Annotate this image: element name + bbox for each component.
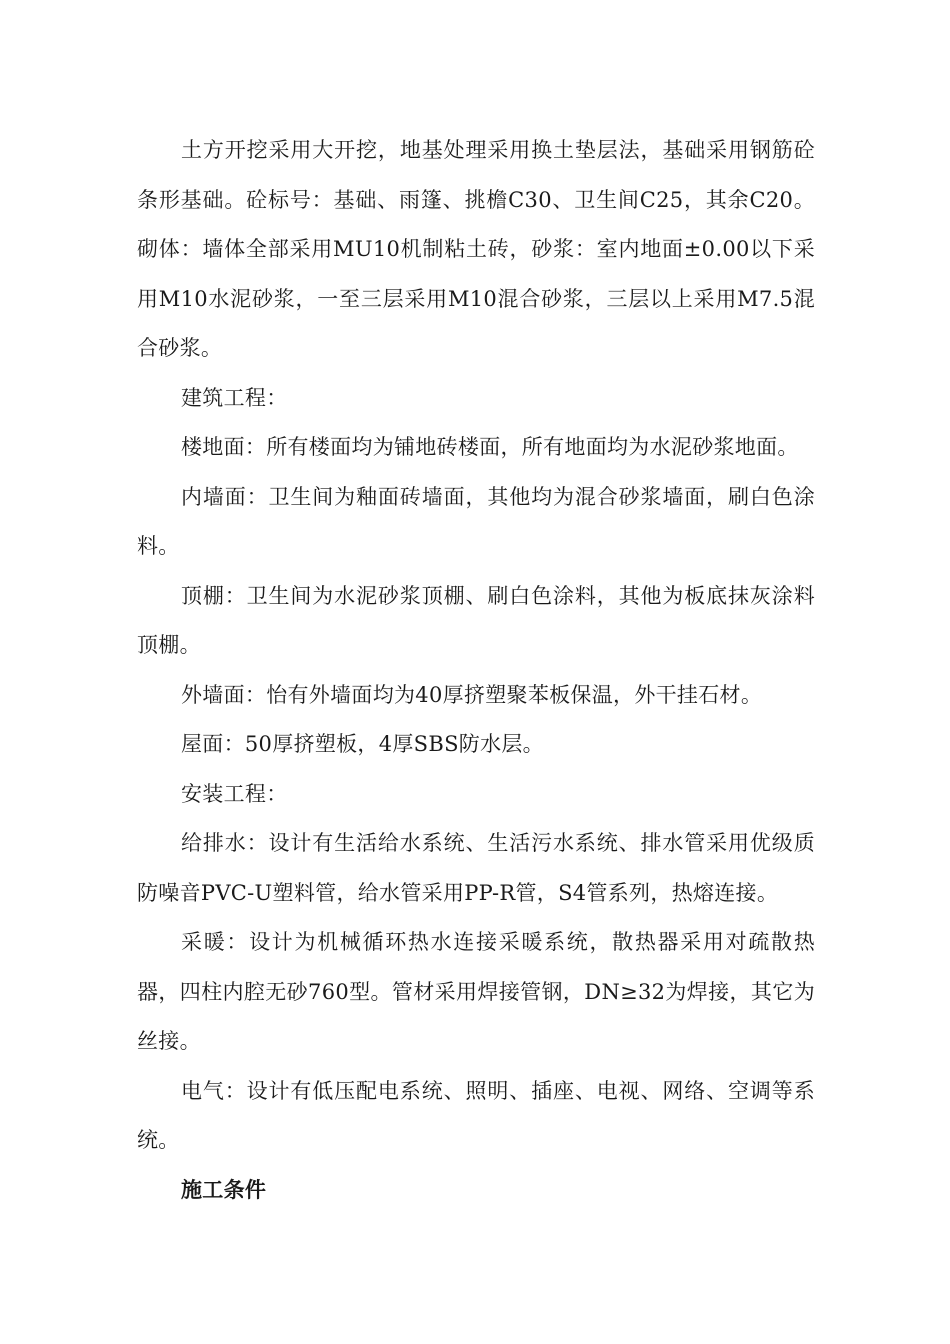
paragraph-ceiling: 顶棚：卫生间为水泥砂浆顶棚、刷白色涂料，其他为板底抹灰涂料顶棚。: [137, 583, 815, 657]
paragraph-plumbing: 给排水：设计有生活给水系统、生活污水系统、排水管采用优级质防噪音PVC-U塑料管，给水管采用PP-R管，S4管系列，热熔连接。: [137, 831, 815, 905]
paragraph-interior-wall: 内墙面：卫生间为釉面砖墙面，其他均为混合砂浆墙面，刷白色涂料。: [137, 484, 815, 558]
document-page: [137, 126, 815, 1215]
paragraph-heating: 采暖：设计为机械循环热水连接采暖系统，散热器采用对疏散热器，四柱内腔无砂760型。管材采用焊接管钢，DN≥32为焊接，其它为丝接。: [137, 930, 815, 1053]
paragraph-exterior-wall: 外墙面：怡有外墙面均为40厚挤塑聚苯板保温，外干挂石材。: [181, 682, 763, 707]
paragraph-roof: 屋面：50厚挤塑板，4厚SBS防水层。: [181, 732, 544, 756]
section-heading: 施工条件: [181, 1177, 267, 1202]
paragraph-installation-works: 安装工程：: [181, 781, 288, 806]
paragraph-floor: 楼地面：所有楼面均为铺地砖楼面，所有地面均为水泥砂浆地面。: [181, 435, 799, 459]
paragraph-structure: 土方开挖采用大开挖，地基处理采用换土垫层法，基础采用钢筋砼条形基础。砼标号：基础、雨篷、挑檐C30、卫生间C25，其余C20。砌体：墙体全部采用MU10机制粘土砖，砂浆：室内地面±0.00以下采用M10水泥砂浆，一至三层采用M10混合砂浆，三层以上采用M7.5混合砂浆。: [137, 138, 815, 360]
paragraph-electrical: 电气：设计有低压配电系统、照明、插座、电视、网络、空调等系统。: [137, 1078, 815, 1152]
paragraph-building-works: 建筑工程：: [181, 385, 288, 410]
